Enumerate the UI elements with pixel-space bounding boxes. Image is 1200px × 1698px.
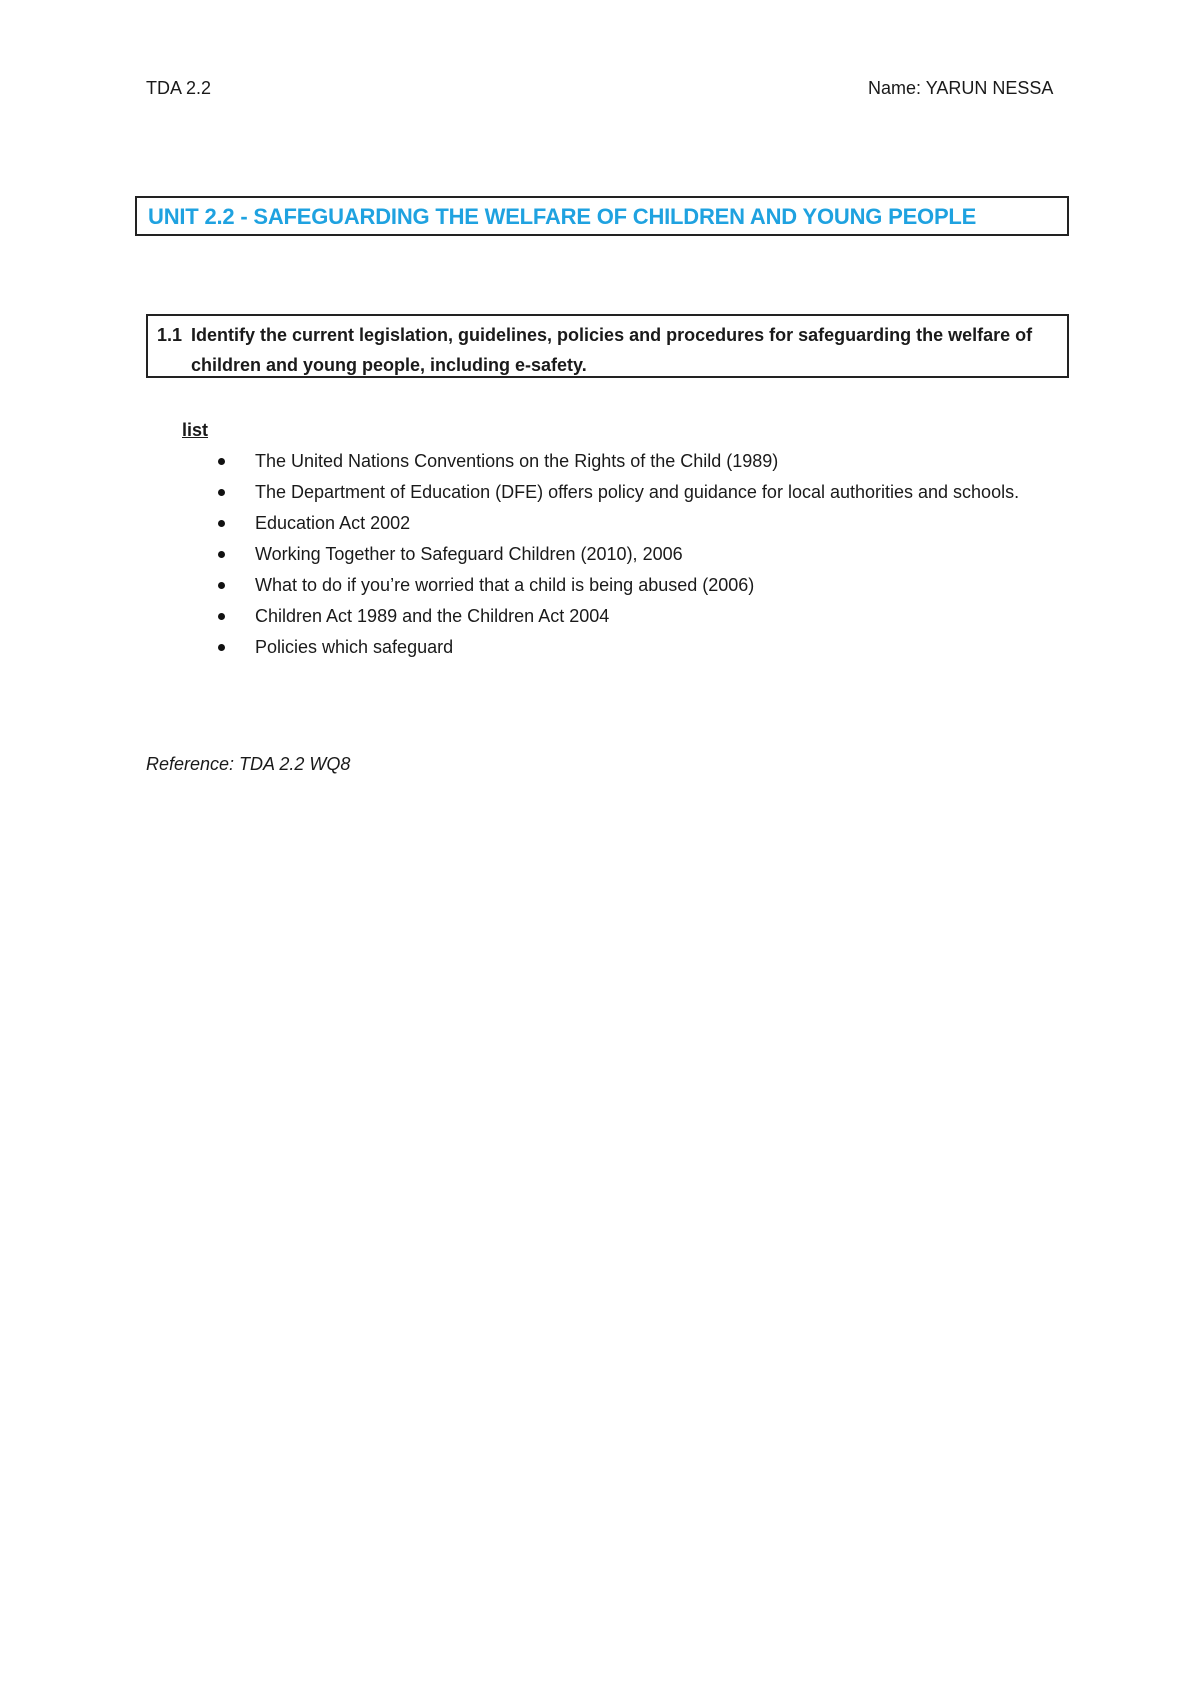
legislation-list (214, 446, 1054, 663)
list-label: list (182, 420, 209, 440)
list-item (214, 477, 1054, 508)
list-item (214, 508, 1054, 539)
unit-title: UNIT 2.2 - SAFEGUARDING THE WELFARE OF CHILDREN AND YOUNG PEOPLE (148, 204, 977, 229)
header-unit-code: TDA 2.2 (146, 78, 212, 98)
bullet-icon (218, 458, 225, 465)
question-box (146, 314, 1069, 378)
bullet-icon (218, 551, 225, 558)
list-item (214, 446, 1054, 477)
list-item-text: Children Act 1989 and the Children Act 2004 (255, 606, 610, 626)
question-text: Identify the current legislation, guidelines, policies and procedures for safeguarding the welfare of children and young people, including e-safety. (191, 325, 1033, 375)
list-item-text: What to do if you’re worried that a child is being abused (2006) (255, 575, 755, 595)
list-item-text: Education Act 2002 (255, 513, 411, 533)
list-item-text: Working Together to Safeguard Children (2010), 2006 (255, 544, 683, 564)
list-item (214, 601, 1054, 632)
list-item-text: Policies which safeguard (255, 637, 454, 657)
unit-title-box (135, 196, 1069, 236)
list-item-text: The Department of Education (DFE) offers policy and guidance for local authorities and schools. (255, 482, 1020, 502)
reference-note: Reference: TDA 2.2 WQ8 (146, 754, 351, 774)
header-student-name: Name: YARUN NESSA (868, 78, 1054, 98)
bullet-icon (218, 613, 225, 620)
bullet-icon (218, 489, 225, 496)
list-item (214, 632, 1054, 663)
list-item-text: The United Nations Conventions on the Rights of the Child (1989) (255, 451, 779, 471)
bullet-icon (218, 520, 225, 527)
list-item (214, 539, 1054, 570)
list-item (214, 570, 1054, 601)
bullet-icon (218, 644, 225, 651)
bullet-icon (218, 582, 225, 589)
question-number: 1.1 (157, 325, 183, 345)
